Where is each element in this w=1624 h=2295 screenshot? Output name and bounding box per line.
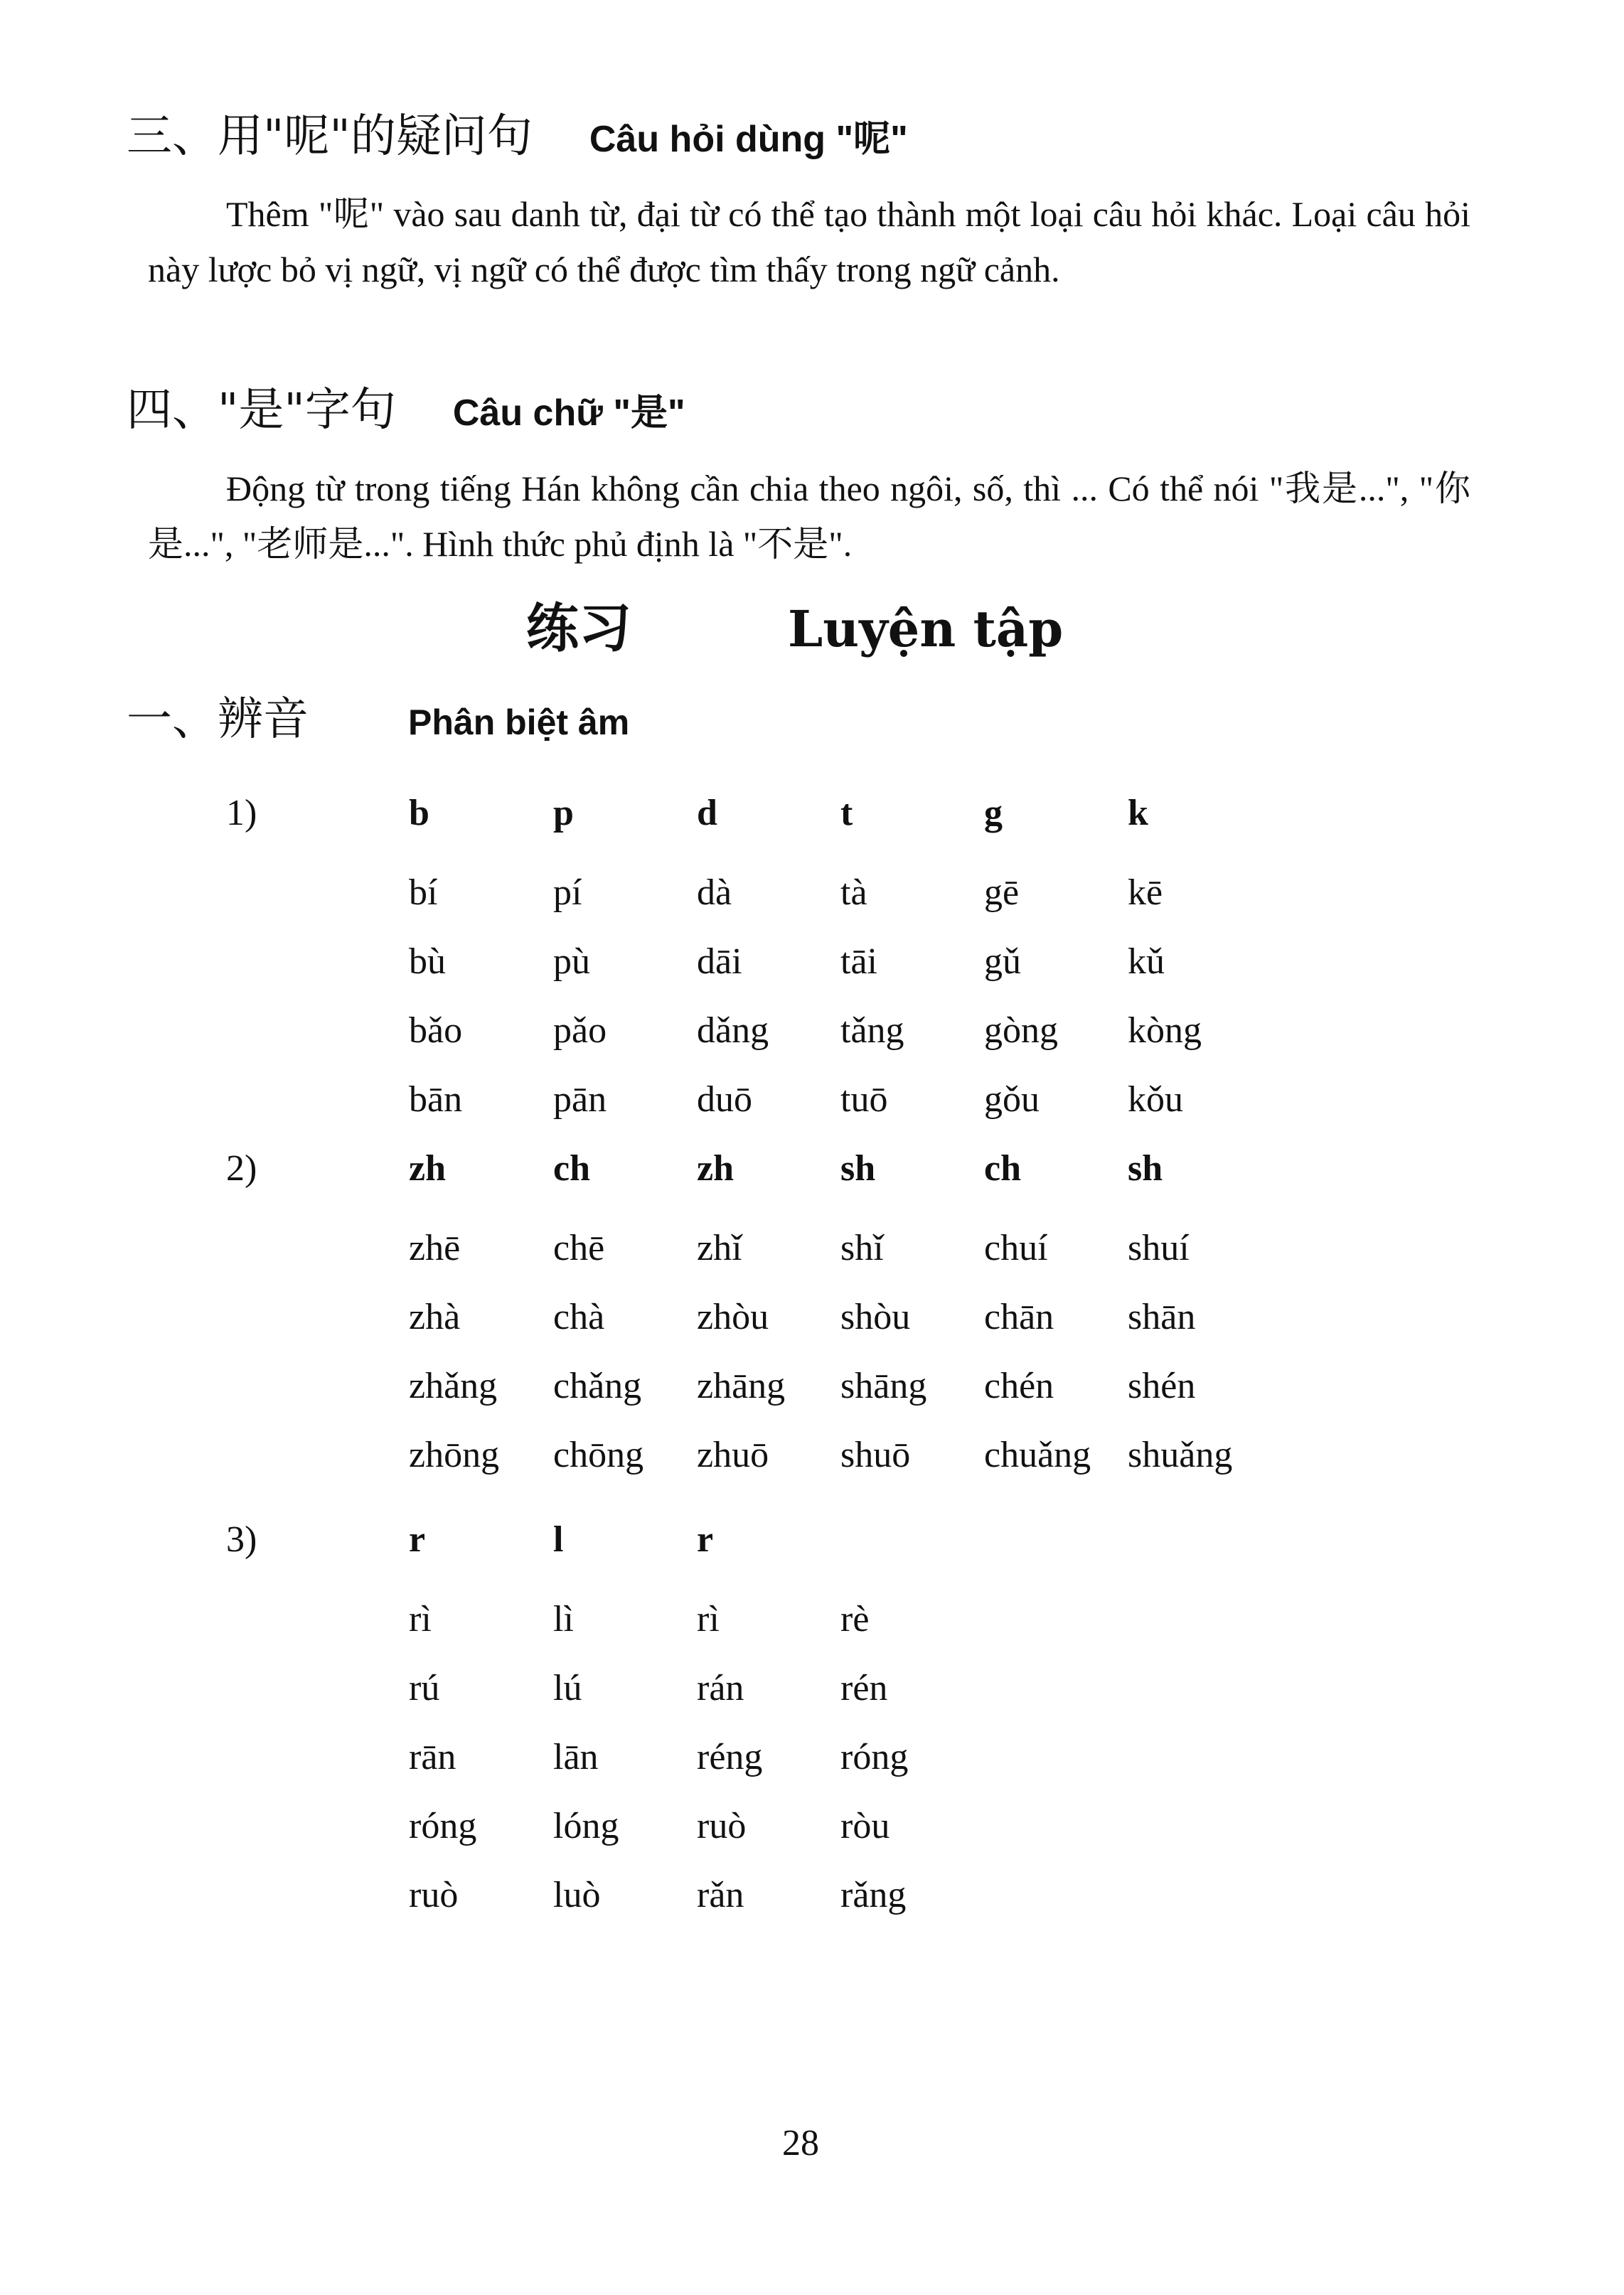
drill-cell: duō [697,1079,752,1120]
drill-cell: kǔ [1128,941,1165,982]
section3-paragraph: Thêm "呢" vào sau danh từ, đại từ có thể tạo thành một loại câu hỏi khác. Loại câu hỏi này lược bỏ vị ngữ, vị ngữ có thể được tìm thấy trong ngữ cảnh. [148,194,1470,289]
drill-cell: lú [553,1668,582,1708]
section3-heading-cn: 三、用"呢"的疑问句 [127,110,533,163]
drill-cell: ruò [409,1875,459,1915]
drill-cell: chuí [984,1228,1048,1268]
drill-cell: pí [553,872,582,913]
drill-cell: pǎo [553,1010,607,1051]
drill-header-cell: sh [840,1148,876,1189]
drill-cell: chén [984,1366,1054,1406]
drill-cell: bù [409,941,446,982]
drill-cell: rán [697,1668,744,1708]
drill-cell: gǔ [984,941,1021,982]
drill-cell: shāng [840,1366,927,1406]
drill-header-cell: ch [553,1148,590,1189]
drill-cell: lóng [553,1806,619,1846]
drill-cell: ròu [840,1806,890,1846]
exercise-title [526,599,1064,658]
drill-header-cell: zh [409,1148,446,1189]
drill-cell: gǒu [984,1079,1040,1120]
section4-heading-cn: 四、"是"字句 [127,384,396,437]
drill-header-cell: b [409,793,429,833]
drill-cell: gòng [984,1010,1058,1051]
drill-cell: rì [409,1599,432,1639]
drill-group-label: 3) [226,1519,257,1560]
drill-header-cell: d [697,793,717,833]
drill-cell: rǎng [840,1875,907,1915]
drill-cell: shuí [1128,1228,1190,1268]
section4-heading [127,384,685,437]
drill-cell: chān [984,1297,1054,1337]
drill-cell: rú [409,1668,440,1708]
drill-cell: shòu [840,1297,911,1337]
drill-cell: róng [840,1737,909,1777]
drill-cell: chà [553,1297,605,1337]
drill-cell: dǎng [697,1010,769,1051]
drill-cell: lì [553,1599,574,1639]
drill-cell: rè [840,1599,870,1639]
page-number: 28 [782,2123,819,2163]
drill-cell: lān [553,1737,599,1777]
drill-cell: kǒu [1128,1079,1183,1120]
exercise-title-cn: 练习 [526,600,631,658]
drill-group-label: 1) [226,793,257,833]
drill-cell: zhòu [697,1297,769,1337]
drill-cell: tāi [840,941,877,982]
section4-paragraph: Động từ trong tiếng Hán không cần chia theo ngôi, số, thì ... Có thể nói "我是...", "你是...", "老师是...". Hình thức phủ định là "不是". [148,469,1470,564]
drill-cell: shén [1128,1366,1196,1406]
drill-cell: zhuō [697,1435,769,1475]
drill-cell: zhǎng [409,1366,498,1406]
section3-heading [127,110,908,163]
drill-cell: gē [984,872,1020,913]
drill-cell: rì [697,1599,720,1639]
drill-header-cell: l [553,1519,564,1560]
drill-cell: kē [1128,872,1163,913]
drill-cell: pù [553,941,590,982]
drill-cell: bān [409,1079,463,1120]
drill-cell: luò [553,1875,601,1915]
drill-cell: tǎng [840,1010,904,1051]
drill-cell: réng [697,1737,763,1777]
drill-group-label: 2) [226,1148,257,1189]
drill-cell: pān [553,1079,607,1120]
drill-cell: ruò [697,1806,747,1846]
drill-cell: chǎng [553,1366,642,1406]
drill-header-cell: g [984,793,1003,833]
drill-cell: shǐ [840,1228,884,1268]
drill-cell: tuō [840,1079,888,1120]
drill-cell: zhà [409,1297,461,1337]
drill-cell: chōng [553,1435,644,1475]
drill-cell: zhōng [409,1435,500,1475]
drill-cell: zhǐ [697,1228,742,1268]
exercise-title-vn: Luyện tập [788,599,1064,658]
section3-heading-vn: Câu hỏi dùng "呢" [589,119,908,160]
drill-header-cell: r [697,1519,714,1560]
drill-cell: rǎn [697,1875,744,1915]
drill-cell: zhē [409,1228,461,1268]
drill-cell: tà [840,872,867,913]
drill-cell: rén [840,1668,888,1708]
drill-cell: shuō [840,1435,911,1475]
drill-cell: chuǎng [984,1435,1091,1475]
drill-header-cell: sh [1128,1148,1163,1189]
drill-cell: chē [553,1228,605,1268]
drill-cell: shuǎng [1128,1435,1233,1475]
subsection1-heading-cn: 一、辨音 [127,694,309,744]
drill-header-cell: ch [984,1148,1021,1189]
subsection1-heading-vn: Phân biệt âm [408,702,630,742]
drill-cell: zhāng [697,1366,786,1406]
section4-heading-vn: Câu chữ "是" [452,392,685,434]
drill-header-cell: zh [697,1148,734,1189]
drill-cell: kòng [1128,1010,1202,1051]
subsection1-heading [127,694,630,744]
drill-cell: bǎo [409,1010,463,1051]
drill-header-cell: r [409,1519,426,1560]
drill-header-cell: t [840,793,853,833]
drill-cell: shān [1128,1297,1196,1337]
drill-cell: dāi [697,941,742,982]
drill-cell: rān [409,1737,456,1777]
drill-header-cell: p [553,793,574,833]
drill-cell: róng [409,1806,477,1846]
drill-header-cell: k [1128,793,1148,833]
drill-cell: dà [697,872,732,913]
drill-cell: bí [409,872,438,913]
